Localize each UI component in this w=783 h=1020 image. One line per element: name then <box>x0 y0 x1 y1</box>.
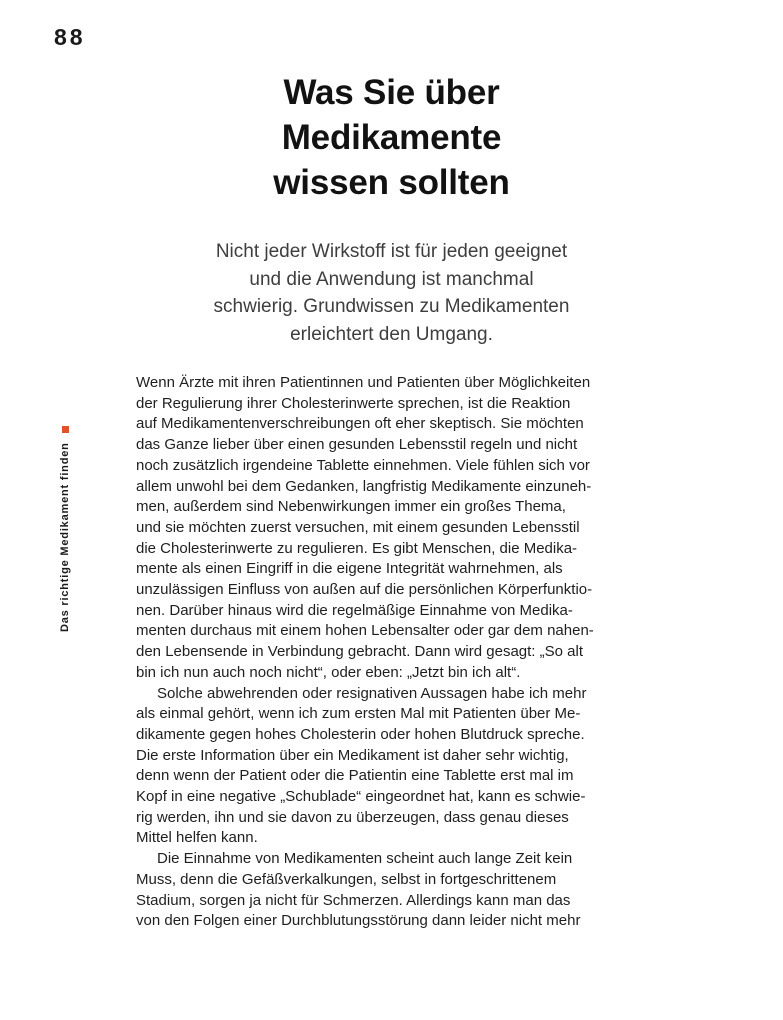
paragraph <box>136 684 594 850</box>
body-line: denn wenn der Patient oder die Patientin eine Tablette erst mal im <box>136 767 574 785</box>
body-line: auf Medikamentenverschreibungen oft eher skeptisch. Sie möchten <box>136 415 584 433</box>
subtitle-line: und die Anwendung ist manchmal <box>249 268 534 290</box>
body-line: nen. Darüber hinaus wird die regelmäßige Einnahme von Medika- <box>136 601 573 619</box>
paragraph <box>136 373 594 684</box>
page-subtitle <box>0 238 783 348</box>
subtitle-line: erleichtert den Umgang. <box>290 323 493 345</box>
body-line: das Ganze lieber über einen gesunden Lebensstil regeln und nicht <box>136 436 578 454</box>
body-line: Wenn Ärzte mit ihren Patientinnen und Patienten über Möglichkeiten <box>136 374 591 391</box>
body-line: menten durchaus mit einem hohen Lebensalter oder gar dem nahen- <box>136 622 594 640</box>
body-line: men, außerdem sind Nebenwirkungen immer ein großes Thema, <box>136 498 566 516</box>
body-line: Muss, denn die Gefäßverkalkungen, selbst in fortgeschrittenem <box>136 870 557 888</box>
body-line: Kopf in eine negative „Schublade“ eingeordnet hat, kann es schwie- <box>136 788 586 806</box>
subtitle-line: Nicht jeder Wirkstoff ist für jeden geeignet <box>215 241 568 262</box>
page-number: 88 <box>54 24 86 50</box>
subtitle-line: schwierig. Grundwissen zu Medikamenten <box>213 296 570 317</box>
title-line: Was Sie über <box>283 73 500 112</box>
body-line: dikamente gegen hohes Cholesterin oder hohen Blutdruck spreche. <box>136 725 585 743</box>
body-line: Solche abwehrenden oder resignativen Aussagen habe ich mehr <box>157 684 587 702</box>
body-line: der Regulierung ihrer Cholesterinwerte sprechen, ist die Reaktion <box>136 394 571 412</box>
chapter-sidebar-text: Das richtige Medikament finden <box>59 442 71 632</box>
body-line: Die Einnahme von Medikamenten scheint auch lange Zeit kein <box>157 850 573 868</box>
body-line: noch zusätzlich irgendeine Tablette einnehmen. Viele fühlen sich vor <box>136 456 590 474</box>
body-text <box>136 373 594 932</box>
title-line: Medikamente <box>281 118 502 157</box>
body-line: und sie möchten zuerst versuchen, mit einem gesunden Lebensstil <box>136 518 580 536</box>
body-line: von den Folgen einer Durchblutungsstörung dann leider nicht mehr <box>136 912 581 930</box>
body-line: mente als einen Eingriff in die eigene Integrität wahrnehmen, als <box>136 560 563 578</box>
body-line: als einmal gehört, wenn ich zum ersten Mal mit Patienten über Me- <box>136 705 581 723</box>
chapter-accent-square-icon <box>62 426 69 433</box>
body-line: unzulässigen Einfluss von außen auf die persönlichen Körperfunktio- <box>136 581 593 599</box>
body-line: den Lebensende in Verbindung gebracht. Dann wird gesagt: „So alt <box>136 643 583 661</box>
body-line: rig werden, ihn und sie davon zu überzeugen, dass genau dieses <box>136 808 569 826</box>
body-line: allem unwohl bei dem Gedanken, langfristig Medikamente einzuneh- <box>136 477 592 495</box>
body-line: Stadium, sorgen ja nicht für Schmerzen. Allerdings kann man das <box>136 891 571 909</box>
body-line: die Cholesterinwerte zu regulieren. Es gibt Menschen, die Medika- <box>136 539 578 557</box>
chapter-sidebar-label <box>59 426 71 632</box>
body-line: Die erste Information über ein Medikament ist daher sehr wichtig, <box>136 746 569 764</box>
paragraph <box>136 849 594 932</box>
page-title <box>0 70 783 205</box>
body-line: Mittel helfen kann. <box>136 829 258 847</box>
body-line: bin ich nun auch noch nicht“, oder eben: „Jetzt bin ich alt“. <box>136 663 521 681</box>
title-line: wissen sollten <box>273 163 510 202</box>
